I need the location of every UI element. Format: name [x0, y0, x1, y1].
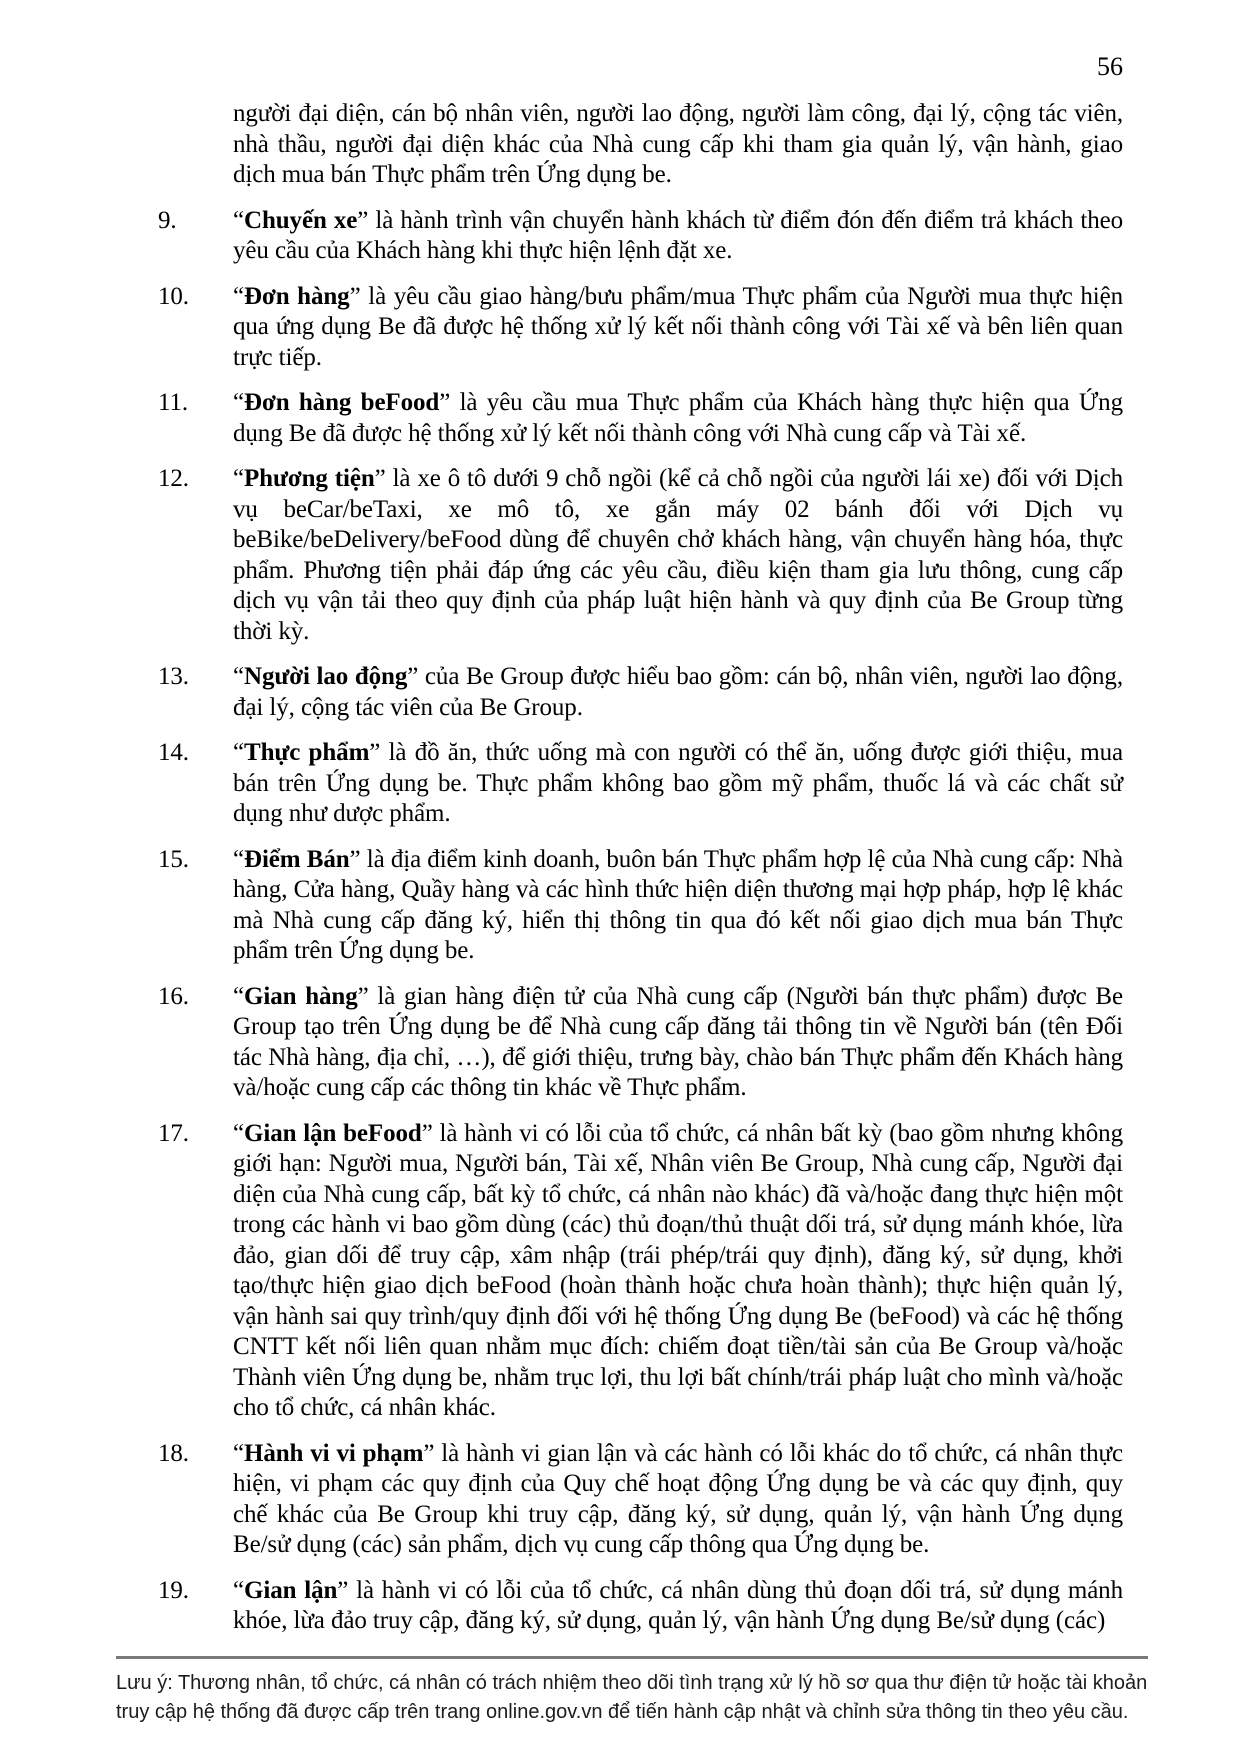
opening-quote: “ [233, 663, 244, 690]
definition-item [158, 282, 1123, 374]
numbered-items [158, 206, 1123, 1637]
item-number: 13. [158, 663, 189, 690]
defined-term: Gian hàng [244, 982, 358, 1010]
defined-term: Gian lận [244, 1576, 338, 1604]
definition-text: của Be Group được hiểu bao gồm: cán bộ, nhân viên, người lao động, đại lý, cộng tác viên của Be Group. [233, 663, 1123, 721]
closing-quote: ” [357, 206, 369, 234]
definition-item [158, 206, 1123, 267]
definition-text: là hành vi gian lận và các hành có lỗi khác do tổ chức, cá nhân thực hiện, vi phạm các quy định của Quy chế hoạt động Ứng dụng be và các quy định, quy chế khác của Be Group khi truy cập, đăng ký, sử dụng, quản lý, vận hành Ứng dụng Be/sử dụng (các) sản phẩm, dịch vụ cung cấp thông qua Ứng dụng be. [233, 1439, 1124, 1558]
item-number: 12. [158, 465, 189, 492]
defined-term: Hành vi vi phạm [244, 1439, 424, 1467]
closing-quote: ” [423, 1439, 435, 1467]
opening-quote: “ [233, 282, 244, 310]
opening-quote: “ [233, 1119, 244, 1147]
opening-quote: “ [233, 739, 244, 766]
defined-term: Đơn hàng [244, 282, 350, 310]
definition-text: là hành vi có lỗi của tổ chức, cá nhân bất kỳ (bao gồm nhưng không giới hạn: Người mua, Người bán, Tài xế, Nhân viên Be Group, Nhà cung cấp, Người đại diện của Nhà cung cấp, bất kỳ tổ chức, cá nhân nào khác) đã và/hoặc đang thực hiện một trong các hành vi bao gồm dùng (các) thủ đoạn/thủ thuật dối trá, sử dụng mánh khóe, lừa đảo, gian dối để truy cập, xâm nhập (trái phép/trái quy định), đăng ký, sử dụng, khởi tạo/thực hiện giao dịch beFood (hoàn thành hoặc chưa hoàn thành); thực hiện quản lý, vận hành sai quy trình/quy định đối với hệ thống Ứng dụng Be (beFood) và các hệ thống CNTT kết nối liên quan nhằm mục đích: chiếm đoạt tiền/tài sản của Be Group và/hoặc Thành viên Ứng dụng be, nhằm trục lợi, thu lợi bất chính/trái pháp luật cho mình và/hoặc cho tổ chức, cá nhân khác. [233, 1119, 1123, 1421]
item-number: 18. [158, 1439, 189, 1467]
closing-quote: ” [407, 663, 419, 690]
defined-term: Thực phẩm [244, 739, 370, 766]
opening-quote: “ [233, 465, 244, 492]
definition-item [158, 1439, 1123, 1561]
page-number: 56 [1097, 52, 1123, 81]
definition-item [158, 1576, 1123, 1637]
defined-term: Chuyến xe [244, 206, 358, 234]
closing-quote: ” [369, 739, 381, 766]
page-footer [116, 1656, 1148, 1727]
definition-text: là xe ô tô dưới 9 chỗ ngồi (kể cả chỗ ngồi của người lái xe) đối với Dịch vụ beCar/beTaxi, xe mô tô, xe gắn máy 02 bánh đối với Dịch vụ beBike/beDelivery/beFood dùng để chuyên chở khách hàng, vận chuyển hàng hóa, thực phẩm. Phương tiện phải đáp ứng các yêu cầu, điều kiện tham gia lưu thông, cung cấp dịch vụ vận tải theo quy định của pháp luật hiện hành và quy định của Be Group từng thời kỳ. [233, 465, 1123, 645]
opening-quote: “ [233, 206, 244, 234]
closing-quote: ” [349, 845, 361, 873]
opening-quote: “ [233, 982, 244, 1010]
definition-item [158, 464, 1123, 647]
definition-item [158, 738, 1123, 830]
opening-quote: “ [233, 845, 244, 873]
closing-quote: ” [357, 982, 369, 1010]
defined-term: Gian lận beFood [244, 1119, 422, 1147]
closing-quote: ” [439, 389, 451, 416]
definition-item [158, 1119, 1123, 1424]
definition-item [158, 845, 1123, 967]
continuation-paragraph: người đại diện, cán bộ nhân viên, người lao động, người làm công, đại lý, cộng tác viên, nhà thầu, người đại diện khác của Nhà cung cấp khi tham gia quản lý, vận hành, giao dịch mua bán Thực phẩm trên Ứng dụng be. [233, 100, 1123, 188]
closing-quote: ” [337, 1576, 349, 1604]
defined-term: Phương tiện [244, 465, 375, 492]
item-number: 9. [158, 206, 177, 234]
defined-term: Người lao động [244, 663, 408, 690]
definition-text: là yêu cầu mua Thực phẩm của Khách hàng thực hiện qua Ứng dụng Be đã được hệ thống xử lý kết nối thành công với Nhà cung cấp và Tài xế. [233, 389, 1123, 447]
closing-quote: ” [374, 465, 386, 492]
defined-term: Điểm Bán [244, 845, 350, 873]
definition-text: là đồ ăn, thức uống mà con người có thể ăn, uống được giới thiệu, mua bán trên Ứng dụng be. Thực phẩm không bao gồm mỹ phẩm, thuốc lá và các chất sử dụng như dược phẩm. [233, 739, 1123, 827]
footer-divider [116, 1656, 1148, 1659]
item-number: 16. [158, 982, 189, 1010]
closing-quote: ” [421, 1119, 433, 1147]
item-number: 11. [158, 389, 189, 416]
opening-quote: “ [233, 1439, 244, 1467]
definition-item [158, 388, 1123, 449]
definitions-list [158, 99, 1123, 1652]
item-number: 19. [158, 1576, 189, 1604]
definition-item [158, 662, 1123, 723]
opening-quote: “ [233, 389, 244, 416]
footer-note: Lưu ý: Thương nhân, tổ chức, cá nhân có trách nhiệm theo dõi tình trạng xử lý hồ sơ qua thư điện tử hoặc tài khoản truy cập hệ thống đã được cấp trên trang online.gov.vn để tiến hành cập nhật và chỉnh sửa thông tin theo yêu cầu. [116, 1672, 1148, 1723]
item-number: 10. [158, 282, 189, 310]
definition-text: là hành trình vận chuyển hành khách từ điểm đón đến điểm trả khách theo yêu cầu của Khách hàng khi thực hiện lệnh đặt xe. [233, 206, 1123, 264]
opening-quote: “ [233, 1576, 244, 1604]
definition-item [158, 982, 1123, 1104]
definition-text: là địa điểm kinh doanh, buôn bán Thực phẩm hợp lệ của Nhà cung cấp: Nhà hàng, Cửa hàng, Quầy hàng và các hình thức hiện diện thương mại hợp pháp, hợp lệ khác mà Nhà cung cấp đăng ký, hiển thị thông tin qua đó kết nối giao dịch mua bán Thực phẩm trên Ứng dụng be. [233, 845, 1123, 964]
definition-text: là hành vi có lỗi của tổ chức, cá nhân dùng thủ đoạn dối trá, sử dụng mánh khóe, lừa đảo truy cập, đăng ký, sử dụng, quản lý, vận hành Ứng dụng Be/sử dụng (các) [233, 1576, 1123, 1634]
item-number: 14. [158, 739, 189, 766]
closing-quote: ” [349, 282, 361, 310]
item-number: 15. [158, 845, 189, 873]
defined-term: Đơn hàng beFood [244, 389, 440, 416]
item-number: 17. [158, 1119, 189, 1147]
definition-text: là gian hàng điện tử của Nhà cung cấp (Người bán thực phẩm) được Be Group tạo trên Ứng dụng be để Nhà cung cấp đăng tải thông tin về Người bán (tên Đối tác Nhà hàng, địa chỉ, …), để giới thiệu, trưng bày, chào bán Thực phẩm đến Khách hàng và/hoặc cung cấp các thông tin khác về Thực phẩm. [233, 982, 1123, 1101]
definition-text: là yêu cầu giao hàng/bưu phẩm/mua Thực phẩm của Người mua thực hiện qua ứng dụng Be đã được hệ thống xử lý kết nối thành công với Tài xế và bên liên quan trực tiếp. [233, 282, 1124, 371]
